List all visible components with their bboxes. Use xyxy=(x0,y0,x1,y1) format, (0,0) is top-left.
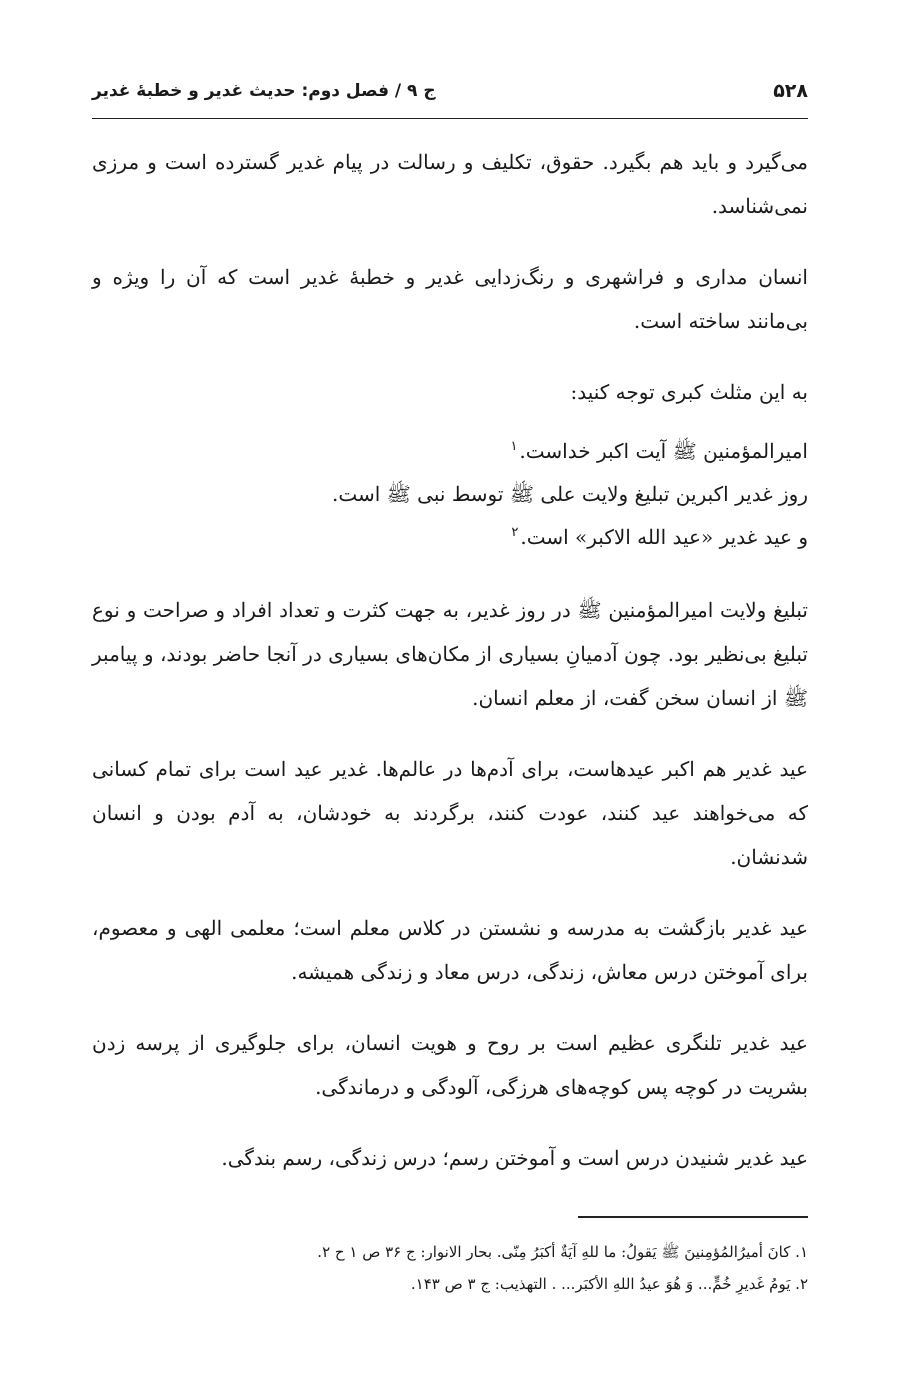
paragraph: عید غدیر شنیدن درس است و آموختن رسم؛ درس زندگی، رسم بندگی. xyxy=(221,1146,808,1170)
triangle-lines xyxy=(92,430,808,559)
page-number: ۵۲۸ xyxy=(773,80,808,102)
triangle-line-3 xyxy=(92,516,808,559)
footnote-1: ۱. کانَ أمیرُالمُؤمِنینَ ﷺ یَقولُ: ما للهِ آیَةٌ أکبَرُ مِنّی. بحار الانوار: ج ۳۶ ص ۱ ح ۲. xyxy=(317,1243,808,1261)
paragraph: تبلیغ ولایت امیرالمؤمنین ﷺ در روز غدیر، به جهت کثرت و تعداد افراد و صراحت و نوع تبلیغ بی‌نظیر بود. چون آدمیانِ بسیاری از مکان‌های بسیاری در آنجا حاضر بودند، و پیامبر ﷺ از انسان سخن گفت، از معلم انسان. xyxy=(92,598,808,710)
triangle-line-1 xyxy=(92,430,808,473)
book-page xyxy=(92,0,808,1390)
footnote-ref-2[interactable]: ۲ xyxy=(511,525,519,541)
triangle-line-1-text: امیرالمؤمنین ﷺ آیت اکبر خداست. xyxy=(519,439,808,463)
triangle-line-2: روز غدیر اکبرین تبلیغ ولایت علی ﷺ توسط نبی ﷺ است. xyxy=(332,482,808,506)
footnote-2: ۲. یَومُ غَدیرِ خُمٍّ... وَ هُوَ عیدُ اللهِ الأکبَر... . التهذیب: ج ۳ ص ۱۴۳. xyxy=(410,1275,808,1293)
footnote-separator xyxy=(578,1216,808,1218)
body-text xyxy=(92,140,808,1207)
running-title: ج ۹ / فصل دوم: حدیث غدیر و خطبهٔ غدیر xyxy=(92,81,436,101)
paragraph: عید غدیر هم اکبر عیدهاست، برای آدم‌ها در عالم‌ها. غدیر عید است برای تمام کسانی که می‌خواهند عید کنند، عودت کنند، برگردند به خودشان، به آدم بودن و انسان شدنشان. xyxy=(92,757,808,869)
paragraph: به این مثلث کبری توجه کنید: xyxy=(570,380,808,404)
paragraph: عید غدیر تلنگری عظیم است بر روح و هویت انسان، برای جلوگیری از پرسه زدن بشریت در کوچه پس کوچه‌های هرزگی، آلودگی و درماندگی. xyxy=(92,1031,808,1099)
paragraph: می‌گیرد و باید هم بگیرد. حقوق، تکلیف و رسالت در پیام غدیر گسترده است و مرزی نمی‌شناسد. xyxy=(92,150,808,218)
paragraph: عید غدیر بازگشت به مدرسه و نشستن در کلاس معلم است؛ معلمی الهی و معصوم، برای آموختن درس معاش، زندگی، درس معاد و زندگی همیشه. xyxy=(92,916,808,984)
paragraph: انسان مداری و فراشهری و رنگ‌زدایی غدیر و خطبهٔ غدیر است که آن را ویژه و بی‌مانند ساخته است. xyxy=(92,265,808,333)
page-header xyxy=(92,72,808,119)
footnotes xyxy=(92,1236,808,1300)
footnote-ref-1[interactable]: ۱ xyxy=(510,439,518,455)
triangle-line-3-text: و عید غدیر «عید الله الاکبر» است. xyxy=(520,525,808,549)
